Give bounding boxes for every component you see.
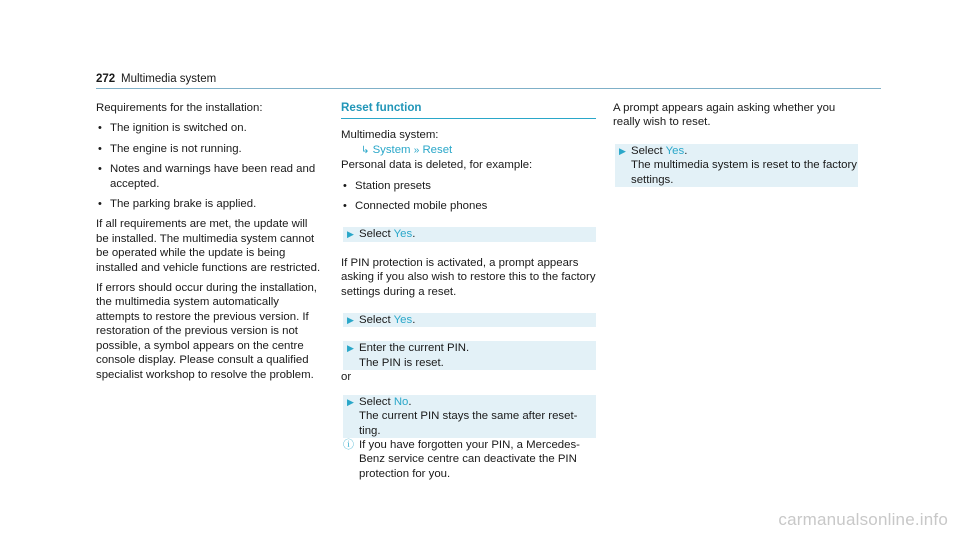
path-reset: Reset [422,143,453,156]
page-title: Multimedia system [121,73,217,85]
example-item: • Station presets [341,179,596,193]
step-result: The PIN is reset. [359,356,444,369]
step-text: Enter the current PIN. [359,342,470,355]
requirement-item: • The engine is not running. [96,142,321,156]
or-label: or [341,371,352,384]
column-confirm [613,101,858,187]
watermark: carmanualsonline.info [778,509,948,529]
prompt-paragraph: A prompt appears again asking whether you really wish to reset. [613,102,836,129]
play-arrow-icon: ▶ [347,343,354,354]
path-chevron-icon: » [413,144,420,156]
step-text: Select No. [359,395,412,408]
info-icon: ⓘ [343,438,354,451]
step-result: The current PIN stays the same after reset-ting. [359,410,578,437]
section-title: Reset function [341,101,596,119]
column-reset [341,101,596,481]
play-arrow-icon: ▶ [347,229,354,240]
step-text: Select Yes. [359,228,416,241]
requirement-item: • The ignition is switched on. [96,121,321,135]
step-select-yes-2 [343,313,596,327]
step-select-no [343,395,596,438]
step-select-yes-1 [343,227,596,241]
reset-description: Personal data is deleted, for example: [341,159,533,172]
path-system: System [372,143,411,156]
requirement-item: • The parking brake is applied. [96,197,321,211]
step-enter-pin [343,341,596,370]
step-text: Select Yes. [631,144,688,157]
installation-paragraph: If all requirements are met, the update will be installed. The multimedia system cannot be operated while the update is being installed and vehicle functions are restricted. [96,218,321,274]
play-arrow-icon: ▶ [347,315,354,326]
step-select-yes-3 [615,144,858,187]
menu-path [341,143,596,158]
error-paragraph: If errors should occur during the installation, the multimedia system automatically attempts to restore the previous version. If restoration of the previous version is not possible, a symbol appears on the centre console display. Please consult a qualified specialist workshop to resolve the problem. [96,282,317,381]
path-arrow-icon: ↳ [361,144,370,156]
info-note [343,438,596,481]
requirements-intro: Requirements for the installation: [96,102,263,114]
play-arrow-icon: ▶ [347,396,354,407]
step-result: The multimedia system is reset to the factory settings. [631,159,857,186]
note-text: If you have forgotten your PIN, a Mercedes-Benz service centre can deactivate the PIN protection for you. [359,438,580,480]
page-number: 272 [96,73,116,85]
play-arrow-icon: ▶ [619,145,626,156]
example-item: • Connected mobile phones [341,199,596,213]
page-header [96,72,881,89]
menu-label: Multimedia system: [341,129,439,142]
pin-paragraph: If PIN protection is activated, a prompt appears asking if you also wish to restore this to the factory settings during a reset. [341,256,596,298]
requirement-item: • Notes and warnings have been read and accepted. [96,162,321,191]
step-text: Select Yes. [359,314,416,327]
column-installation [96,101,321,382]
